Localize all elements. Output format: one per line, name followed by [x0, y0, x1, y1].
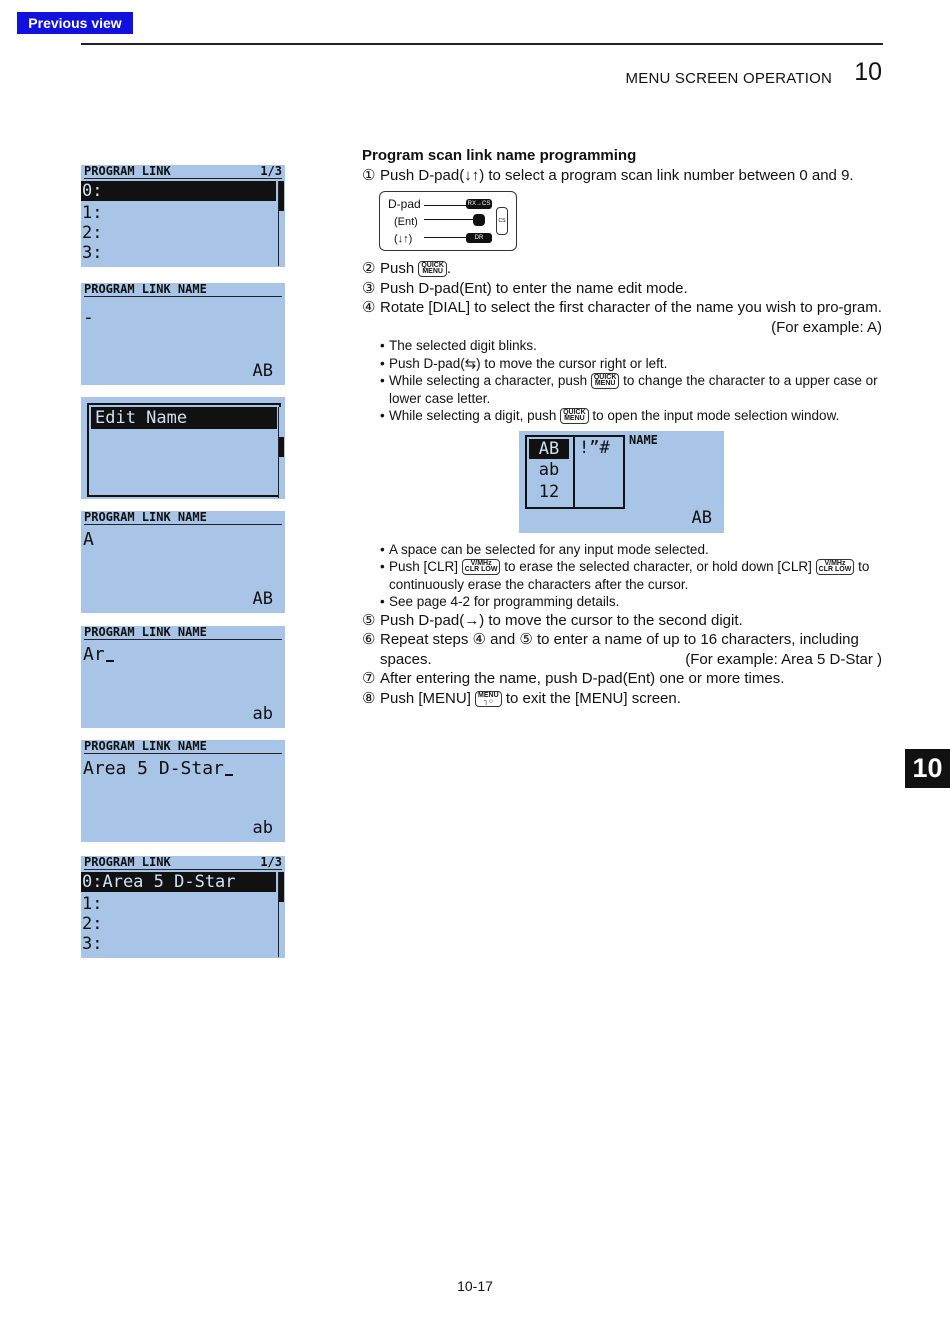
edit-name-option: Edit Name: [91, 407, 277, 429]
chapter-side-tab[interactable]: 10: [905, 749, 950, 788]
lcd-scrollbar: [278, 407, 284, 498]
lcd-header: PROGRAM LINK NAME: [84, 740, 282, 754]
step-7: ⑦ After entering the name, push D-pad(Ent) one or more times.: [362, 670, 785, 687]
vmhz-key-icon: V/MHz CLR LOW: [816, 559, 855, 575]
dpad-diagram: D-pad (Ent) (↓↑) RX→CS DR CS: [379, 191, 517, 251]
lcd-header: PROGRAM LINK 1/3: [84, 856, 282, 869]
previous-view-button[interactable]: Previous view: [17, 12, 133, 34]
lcd-row: 3:: [82, 243, 103, 263]
lcd-name-text: Area 5 D-Star: [83, 758, 233, 779]
lcd-row: 1:: [82, 894, 103, 914]
lcd-screen-edit-name: [81, 397, 285, 499]
lcd-screen-link-name-a: [81, 511, 285, 613]
text-cursor: [225, 774, 233, 776]
lcd-input-mode: AB: [252, 361, 273, 381]
menu-key-icon: MENU ┐○: [475, 691, 502, 707]
bullet: • Push D-pad(⇆) to move the cursor right or left.: [380, 355, 668, 371]
lcd-screen-link-name-blank: [81, 283, 285, 385]
ent-button-icon: [473, 214, 485, 226]
bullet: • Push [CLR] V/MHz CLR LOW to erase the selected character, or hold down [CLR] V/MHz CLR LOW to continuously erase the characters after the cursor.: [380, 559, 870, 592]
bullet: • The selected digit blinks.: [380, 338, 537, 353]
lcd-name-text: Ar: [83, 644, 114, 665]
section-title: Program scan link name programming: [362, 147, 637, 164]
quick-menu-key-icon: QUICK MENU: [560, 408, 589, 424]
cs-button-icon: CS: [496, 207, 508, 235]
lcd-screen-link-name-area5: [81, 740, 285, 842]
instructions: [362, 146, 882, 708]
page-number: 10-17: [457, 1278, 493, 1294]
step-5: ⑤ Push D-pad(→) to move the cursor to the second digit.: [362, 611, 743, 629]
mode-option-selected: AB: [529, 439, 569, 459]
lcd-header: PROGRAM LINK NAME: [84, 511, 282, 525]
lcd-row-selected: 0:Area 5 D-Star: [81, 872, 276, 892]
lcd-input-mode: AB: [691, 508, 712, 528]
bullet: • While selecting a digit, push QUICK MENU to open the input mode selection window.: [380, 408, 840, 423]
mode-option: ab: [538, 459, 560, 480]
lcd-header: PROGRAM LINK NAME: [84, 626, 282, 640]
mode-option: !”#: [579, 437, 610, 458]
lcd-screen-program-link-result: [81, 856, 285, 958]
chapter-number: 10: [854, 58, 882, 86]
lcd-input-mode: ab: [252, 818, 273, 838]
mode-selection-window: [525, 435, 625, 509]
step-3: ③ Push D-pad(Ent) to enter the name edit mode.: [362, 279, 688, 297]
step-8: ⑧ Push [MENU] MENU ┐○ to exit the [MENU] screen.: [362, 689, 681, 707]
lcd-header: PROGRAM LINK 1/3: [84, 165, 282, 178]
bullet: • See page 4-2 for programming details.: [380, 594, 620, 609]
lcd-input-mode: AB: [252, 589, 273, 609]
lcd-scrollbar: [278, 181, 284, 266]
text-cursor: [106, 660, 114, 662]
input-mode-window-screen: NAME AB ab 12 !”# AB: [519, 431, 724, 533]
quick-menu-key-icon: QUICK MENU: [591, 373, 620, 389]
bullet: • A space can be selected for any input mode selected.: [380, 541, 709, 557]
lcd-row: 2:: [82, 223, 103, 243]
header-rule: [81, 43, 883, 45]
mode-option: 12: [538, 481, 560, 502]
quick-menu-key-icon: QUICK MENU: [418, 261, 447, 277]
lcd-row: 1:: [82, 203, 103, 223]
step-4: ④ Rotate [DIAL] to select the first character of the name you wish to pro-gram. (For example: A): [362, 299, 882, 336]
dr-button-icon: DR: [466, 233, 492, 243]
lcd-row: 2:: [82, 914, 103, 934]
lcd-name-text: A: [83, 529, 94, 550]
lcd-header: PROGRAM LINK NAME: [84, 283, 282, 297]
edit-name-dialog: [87, 403, 281, 497]
step-2: ② Push QUICK MENU .: [362, 260, 452, 277]
bullet: • While selecting a character, push QUICK MENU to change the character to a upper case or lower case letter.: [380, 373, 878, 406]
lcd-row: 3:: [82, 934, 103, 954]
lcd-name-text: -: [83, 307, 94, 328]
lcd-screen-program-link: [81, 165, 285, 267]
lcd-row-selected: 0:: [81, 181, 276, 201]
step-6: ⑥ Repeat steps ④ and ⑤ to enter a name of up to 16 characters, including spaces. (For example: Area 5 D-Star ): [362, 631, 882, 668]
lcd-input-mode: ab: [252, 704, 273, 724]
page-header-title: MENU SCREEN OPERATION: [625, 70, 832, 87]
lcd-scrollbar: [278, 872, 284, 957]
lcd-screen-link-name-ar: [81, 626, 285, 728]
step-1: ① Push D-pad(↓↑) to select a program scan link number between 0 and 9.: [362, 166, 854, 184]
rx-cs-button-icon: RX→CS: [467, 201, 491, 207]
vmhz-key-icon: V/MHz CLR LOW: [462, 559, 501, 575]
